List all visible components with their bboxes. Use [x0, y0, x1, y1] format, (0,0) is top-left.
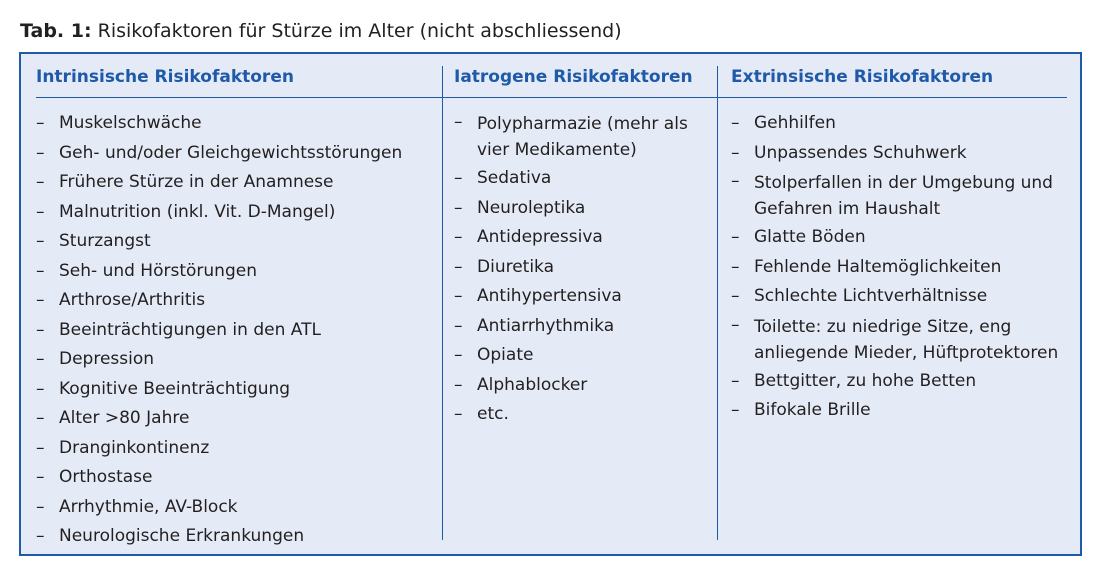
list-item-text: etc. [477, 404, 509, 424]
list-item [36, 198, 436, 228]
list-item-text: Neurologische Erkrankungen [59, 526, 305, 546]
list-item [731, 109, 1071, 139]
list-item [731, 282, 1071, 312]
list-item-text: Muskelschwäche [59, 113, 202, 133]
list-item-text: Bifokale Brille [754, 400, 871, 420]
dash-bullet: – [454, 256, 463, 277]
list-item-text: Toilette: zu niedrige Sitze, eng anliegende Mieder, Hüftprotektoren [754, 316, 1059, 363]
list-extrinsic [731, 109, 1071, 426]
dash-bullet: – [454, 345, 463, 365]
dash-bullet: – [731, 171, 740, 191]
list-item [36, 109, 436, 139]
dash-bullet: – [36, 231, 45, 251]
dash-bullet: – [454, 315, 463, 336]
dash-bullet: – [36, 378, 45, 399]
list-item [36, 375, 436, 405]
list-item-text: Sturzangst [59, 231, 151, 251]
list-iatrogenic [454, 109, 716, 430]
column-intrinsic [36, 54, 436, 554]
list-item [454, 164, 716, 194]
list-item [731, 223, 1071, 253]
list-item-text: Arthrose/Arthritis [59, 290, 206, 310]
column-separator [717, 66, 718, 540]
list-item-text: Alphablocker [477, 374, 588, 395]
risk-factor-table [19, 52, 1082, 556]
column-extrinsic [731, 54, 1071, 554]
list-item [36, 139, 436, 169]
column-heading-extrinsic: Extrinsische Risikofaktoren [731, 67, 994, 87]
dash-bullet: – [36, 349, 45, 369]
list-item [731, 396, 1071, 426]
list-item-text: Neuroleptika [477, 197, 586, 218]
dash-bullet: – [36, 526, 45, 546]
list-item [731, 139, 1071, 169]
list-item [454, 109, 716, 164]
list-item-text: Alter >80 Jahre [59, 408, 190, 428]
dash-bullet: – [36, 496, 45, 517]
dash-bullet: – [36, 467, 45, 487]
list-intrinsic [36, 109, 436, 552]
list-item [454, 312, 716, 342]
list-item-text: Fehlende Haltemöglichkeiten [754, 256, 1002, 277]
list-item [731, 312, 1071, 367]
dash-bullet: – [454, 404, 463, 424]
list-item-text: Antidepressiva [477, 227, 603, 247]
list-item [36, 493, 436, 523]
dash-bullet: – [454, 227, 463, 247]
list-item [36, 522, 436, 552]
dash-bullet: – [454, 286, 463, 306]
list-item [454, 282, 716, 312]
list-item-text: Unpassendes Schuhwerk [754, 142, 967, 163]
list-item-text: Malnutrition (inkl. Vit. D-Mangel) [59, 201, 336, 222]
dash-bullet: – [454, 112, 463, 132]
list-item-text: Schlechte Lichtverhältnisse [754, 286, 988, 306]
list-item-text: Antiarrhythmika [477, 315, 615, 336]
caption-title: Risikofaktoren für Stürze im Alter (nicht abschliessend) [97, 20, 622, 42]
column-heading-iatrogenic: Iatrogene Risikofaktoren [454, 67, 693, 87]
dash-bullet: – [36, 201, 45, 222]
list-item [454, 194, 716, 224]
list-item-text: Beeinträchtigungen in den ATL [59, 319, 321, 340]
list-item [36, 434, 436, 464]
dash-bullet: – [36, 319, 45, 340]
list-item [36, 257, 436, 287]
list-item-text: Kognitive Beeinträchtigung [59, 378, 291, 399]
list-item [36, 463, 436, 493]
dash-bullet: – [454, 197, 463, 218]
dash-bullet: – [454, 374, 463, 395]
list-item [731, 367, 1071, 397]
list-item-text: Diuretika [477, 256, 555, 277]
dash-bullet: – [731, 227, 740, 247]
caption-label: Tab. 1: [20, 20, 92, 42]
list-item-text: Gehhilfen [754, 113, 836, 133]
list-item-text: Depression [59, 349, 155, 369]
dash-bullet: – [731, 286, 740, 306]
dash-bullet: – [36, 408, 45, 428]
dash-bullet: – [36, 113, 45, 133]
dash-bullet: – [731, 113, 740, 133]
dash-bullet: – [731, 400, 740, 420]
column-separator [442, 66, 443, 540]
list-item [454, 400, 716, 430]
list-item-text: Seh- und Hörstörungen [59, 260, 257, 281]
dash-bullet: – [36, 437, 45, 458]
list-item-text: Bettgitter, zu hohe Betten [754, 370, 977, 391]
list-item [36, 345, 436, 375]
dash-bullet: – [36, 290, 45, 310]
list-item-text: Polypharmazie (mehr als vier Medikamente) [477, 114, 688, 160]
column-heading-intrinsic: Intrinsische Risikofaktoren [36, 67, 294, 87]
list-item-text: Glatte Böden [754, 227, 866, 247]
dash-bullet: – [731, 142, 740, 163]
dash-bullet: – [731, 256, 740, 277]
dash-bullet: – [731, 370, 740, 391]
table-caption [20, 19, 622, 43]
list-item-text: Antihypertensiva [477, 286, 622, 306]
list-item-text: Opiate [477, 345, 534, 365]
column-iatrogenic [454, 54, 716, 554]
list-item [731, 168, 1071, 223]
list-item [36, 316, 436, 346]
list-item-text: Frühere Stürze in der Anamnese [59, 172, 334, 192]
list-item-text: Sedativa [477, 168, 552, 188]
list-item [36, 404, 436, 434]
dash-bullet: – [36, 172, 45, 192]
list-item [454, 371, 716, 401]
list-item [36, 286, 436, 316]
dash-bullet: – [731, 314, 740, 335]
dash-bullet: – [36, 142, 45, 163]
list-item-text: Dranginkontinenz [59, 437, 210, 458]
list-item [454, 341, 716, 371]
list-item-text: Orthostase [59, 467, 153, 487]
dash-bullet: – [36, 260, 45, 281]
list-item [454, 253, 716, 283]
list-item-text: Geh- und/oder Gleichgewichtsstörungen [59, 142, 403, 163]
list-item [731, 253, 1071, 283]
list-item [454, 223, 716, 253]
list-item-text: Arrhythmie, AV-Block [59, 496, 238, 517]
list-item [36, 168, 436, 198]
list-item-text: Stolperfallen in der Umgebung und Gefahren im Haushalt [754, 173, 1053, 219]
list-item [36, 227, 436, 257]
dash-bullet: – [454, 168, 463, 188]
